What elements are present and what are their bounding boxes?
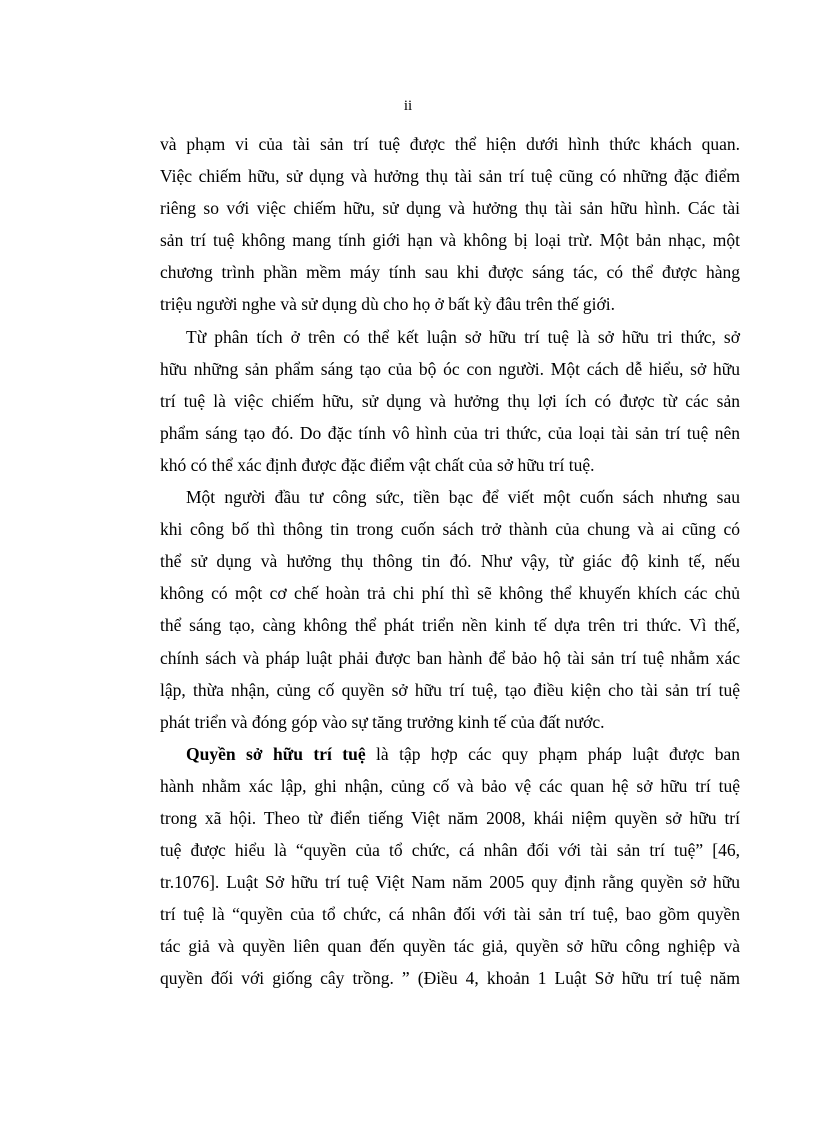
text-line: tuệ được hiểu là “quyền của tổ chức, cá nhân đối với tài sản trí tuệ” [46, bbox=[160, 840, 740, 861]
page-number: ii bbox=[403, 98, 413, 114]
paragraph-4 bbox=[160, 738, 740, 995]
text-line: Việc chiếm hữu, sử dụng và hưởng thụ tài sản trí tuệ cũng có những đặc điểm bbox=[160, 166, 740, 187]
text-line: hành nhằm xác lập, ghi nhận, củng cố và bảo vệ các quan hệ sở hữu trí tuệ bbox=[160, 775, 740, 796]
paragraph-1 bbox=[160, 128, 740, 321]
text-line: sản trí tuệ không mang tính giới hạn và không bị loại trừ. Một bản nhạc, một bbox=[160, 230, 740, 251]
text-line: Từ phân tích ở trên có thể kết luận sở hữu trí tuệ là sở hữu tri thức, sở bbox=[186, 326, 740, 347]
body-text bbox=[160, 128, 740, 995]
text-line: phẩm sáng tạo đó. Do đặc tính vô hình của tri thức, của loại tài sản trí tuệ nên bbox=[160, 422, 740, 443]
text-line: chính sách và pháp luật phải được ban hành để bảo hộ tài sản trí tuệ nhằm xác bbox=[160, 647, 740, 668]
text-line: trí tuệ là “quyền của tổ chức, cá nhân đối với tài sản trí tuệ, bao gồm quyền bbox=[160, 904, 740, 925]
text-line: Một người đầu tư công sức, tiền bạc để viết một cuốn sách nhưng sau bbox=[186, 487, 740, 508]
text-line: triệu người nghe và sử dụng dù cho họ ở bất kỳ đâu trên thế giới. bbox=[160, 294, 615, 315]
text-line: trong xã hội. Theo từ điển tiếng Việt năm 2008, khái niệm quyền sở hữu trí bbox=[160, 807, 740, 828]
paragraph-3 bbox=[160, 481, 740, 738]
text-line: khi công bố thì thông tin trong cuốn sách trở thành của chung và ai cũng có bbox=[160, 519, 740, 540]
text-line-with-term bbox=[160, 738, 740, 770]
text-line: không có một cơ chế hoàn trả chi phí thì sẽ không thể khuyến khích các chủ bbox=[160, 583, 740, 604]
text-line: khó có thể xác định được đặc điểm vật chất của sở hữu trí tuệ. bbox=[160, 454, 595, 475]
text-line: tr.1076]. Luật Sở hữu trí tuệ Việt Nam năm 2005 quy định rằng quyền sở hữu bbox=[160, 872, 740, 893]
text-line: tác giả và quyền liên quan đến quyền tác giả, quyền sở hữu công nghiệp và bbox=[160, 936, 740, 957]
text-line: quyền đối với giống cây trồng. ” (Điều 4, khoản 1 Luật Sở hữu trí tuệ năm bbox=[160, 968, 740, 989]
paragraph-2 bbox=[160, 321, 740, 481]
text-line: riêng so với việc chiếm hữu, sử dụng và hưởng thụ tài sản hữu hình. Các tài bbox=[160, 198, 740, 219]
text-line: thể sáng tạo, càng không thể phát triển nền kinh tế dựa trên tri thức. Vì thế, bbox=[160, 615, 740, 636]
defined-term: Quyền sở hữu trí tuệ bbox=[186, 743, 366, 764]
text-fragment: là tập hợp các quy phạm pháp luật được ban bbox=[365, 743, 740, 764]
text-line: phát triển và đóng góp vào sự tăng trưởng kinh tế của đất nước. bbox=[160, 711, 605, 732]
text-line: lập, thừa nhận, củng cố quyền sở hữu trí tuệ, tạo điều kiện cho tài sản trí tuệ bbox=[160, 679, 740, 700]
text-line: và phạm vi của tài sản trí tuệ được thể hiện dưới hình thức khách quan. bbox=[160, 134, 740, 154]
text-line: chương trình phần mềm máy tính sau khi được sáng tác, có thể được hàng bbox=[160, 262, 740, 283]
text-line: trí tuệ là việc chiếm hữu, sử dụng và hưởng thụ lợi ích có được từ các sản bbox=[160, 390, 740, 411]
text-line: thể sử dụng và hưởng thụ thông tin đó. Như vậy, từ giác độ kinh tế, nếu bbox=[160, 551, 740, 572]
text-line: hữu những sản phẩm sáng tạo của bộ óc con người. Một cách dễ hiểu, sở hữu bbox=[160, 358, 740, 379]
